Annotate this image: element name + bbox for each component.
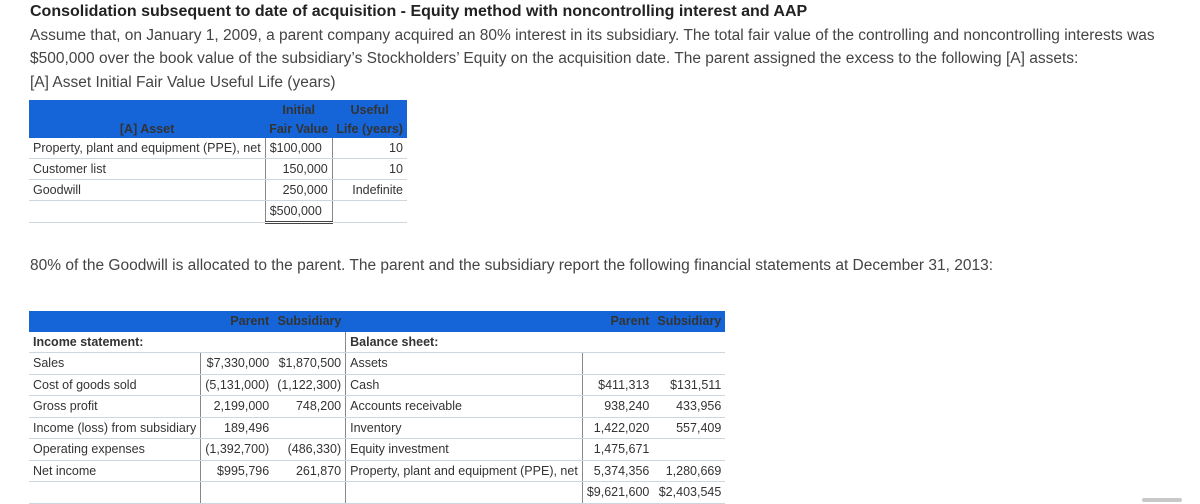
balance-label: Assets bbox=[346, 353, 583, 375]
balance-sub-value bbox=[653, 353, 725, 375]
table-row bbox=[29, 460, 725, 482]
income-parent-value: $995,796 bbox=[201, 460, 273, 482]
table-row bbox=[29, 180, 407, 201]
asset-life: 10 bbox=[332, 138, 407, 159]
income-parent-value: 189,496 bbox=[201, 417, 273, 439]
asset-total-blank bbox=[29, 201, 265, 223]
income-sub-value bbox=[273, 417, 345, 439]
income-parent-value: (5,131,000) bbox=[201, 374, 273, 396]
asset-name: Property, plant and equipment (PPE), net bbox=[29, 138, 265, 159]
page-title: Consolidation subsequent to date of acquisition - Equity method with noncontrolling interest and AAP bbox=[30, 3, 808, 20]
intro-paragraph: Assume that, on January 1, 2009, a parent company acquired an 80% interest in its subsidiary. The total fair value of the controlling and noncontrolling interests was $500,000 over the book value of the subsidiary’s Stockholders’ Equity on the acquisition date. The parent assigned the excess to the following [A] assets: bbox=[30, 27, 1155, 67]
fair-value-header: Fair Value bbox=[269, 121, 329, 136]
income-label: Gross profit bbox=[29, 396, 201, 418]
table-row bbox=[29, 353, 725, 375]
income-label: Operating expenses bbox=[29, 439, 201, 461]
balance-sub-value bbox=[653, 439, 725, 461]
asset-total-blank-2 bbox=[332, 201, 407, 223]
asset-total-row bbox=[29, 201, 407, 223]
income-label: Income (loss) from subsidiary bbox=[29, 417, 201, 439]
balance-parent-value: 1,422,020 bbox=[582, 417, 653, 439]
useful-header: Useful bbox=[350, 102, 389, 117]
asset-table-header-row-2 bbox=[29, 119, 407, 138]
balance-sheet-title: Balance sheet: bbox=[346, 332, 583, 353]
income-sub-value: 261,870 bbox=[273, 460, 345, 482]
fin-header-blank bbox=[29, 311, 201, 332]
scrollbar-thumb[interactable] bbox=[1142, 498, 1182, 502]
parent-header: Parent bbox=[230, 314, 270, 329]
parent-header-2: Parent bbox=[610, 314, 650, 329]
table-row bbox=[29, 374, 725, 396]
balance-parent-value: $411,313 bbox=[582, 374, 653, 396]
section-title-row bbox=[29, 332, 725, 353]
initial-header: Initial bbox=[282, 102, 316, 117]
balance-sub-value: 557,409 bbox=[653, 417, 725, 439]
income-sub-value: 748,200 bbox=[273, 396, 345, 418]
income-sub-value: (486,330) bbox=[273, 439, 345, 461]
balance-parent-value: 938,240 bbox=[582, 396, 653, 418]
balance-label: Equity investment bbox=[346, 439, 583, 461]
table-row bbox=[29, 159, 407, 180]
asset-value: $100,000 bbox=[265, 138, 332, 159]
fin-header-row bbox=[29, 311, 725, 332]
balance-label: Property, plant and equipment (PPE), net bbox=[346, 460, 583, 482]
asset-life: 10 bbox=[332, 159, 407, 180]
balance-sub-value: $131,511 bbox=[653, 374, 725, 396]
goodwill-note: 80% of the Goodwill is allocated to the parent. The parent and the subsidiary report the following financial statements at December 31, 2013: bbox=[30, 257, 994, 274]
income-label: Cost of goods sold bbox=[29, 374, 201, 396]
table-row bbox=[29, 439, 725, 461]
balance-total-parent: $9,621,600 bbox=[582, 482, 653, 504]
balance-sub-value: 433,956 bbox=[653, 396, 725, 418]
asset-table-header-row bbox=[29, 100, 407, 119]
balance-sub-value: 1,280,669 bbox=[653, 460, 725, 482]
life-header: Life (years) bbox=[336, 121, 403, 136]
income-sub-value: $1,870,500 bbox=[273, 353, 345, 375]
asset-header: [A] Asset bbox=[119, 121, 175, 136]
balance-total-row bbox=[29, 482, 725, 504]
subsidiary-header-2: Subsidiary bbox=[657, 314, 722, 329]
income-parent-value: 2,199,000 bbox=[201, 396, 273, 418]
income-statement-title: Income statement: bbox=[29, 332, 201, 353]
asset-header-blank bbox=[29, 100, 265, 119]
income-label: Net income bbox=[29, 460, 201, 482]
financial-statements-table bbox=[29, 311, 725, 504]
table-row bbox=[29, 417, 725, 439]
asset-total-value: $500,000 bbox=[265, 201, 332, 223]
income-label: Sales bbox=[29, 353, 201, 375]
balance-parent-value: 1,475,671 bbox=[582, 439, 653, 461]
asset-life: Indefinite bbox=[332, 180, 407, 201]
asset-name: Goodwill bbox=[29, 180, 265, 201]
asset-section-heading: [A] Asset Initial Fair Value Useful Life (years) bbox=[30, 74, 336, 91]
asset-table bbox=[29, 100, 407, 224]
asset-value: 250,000 bbox=[265, 180, 332, 201]
balance-label: Inventory bbox=[346, 417, 583, 439]
income-parent-value: (1,392,700) bbox=[201, 439, 273, 461]
income-parent-value: $7,330,000 bbox=[201, 353, 273, 375]
table-row bbox=[29, 138, 407, 159]
balance-parent-value: 5,374,356 bbox=[582, 460, 653, 482]
subsidiary-header: Subsidiary bbox=[277, 314, 342, 329]
asset-name: Customer list bbox=[29, 159, 265, 180]
balance-parent-value bbox=[582, 353, 653, 375]
balance-label: Accounts receivable bbox=[346, 396, 583, 418]
table-row bbox=[29, 396, 725, 418]
income-sub-value: (1,122,300) bbox=[273, 374, 345, 396]
fin-header-blank-2 bbox=[346, 311, 583, 332]
balance-total-sub: $2,403,545 bbox=[653, 482, 725, 504]
balance-label: Cash bbox=[346, 374, 583, 396]
asset-value: 150,000 bbox=[265, 159, 332, 180]
